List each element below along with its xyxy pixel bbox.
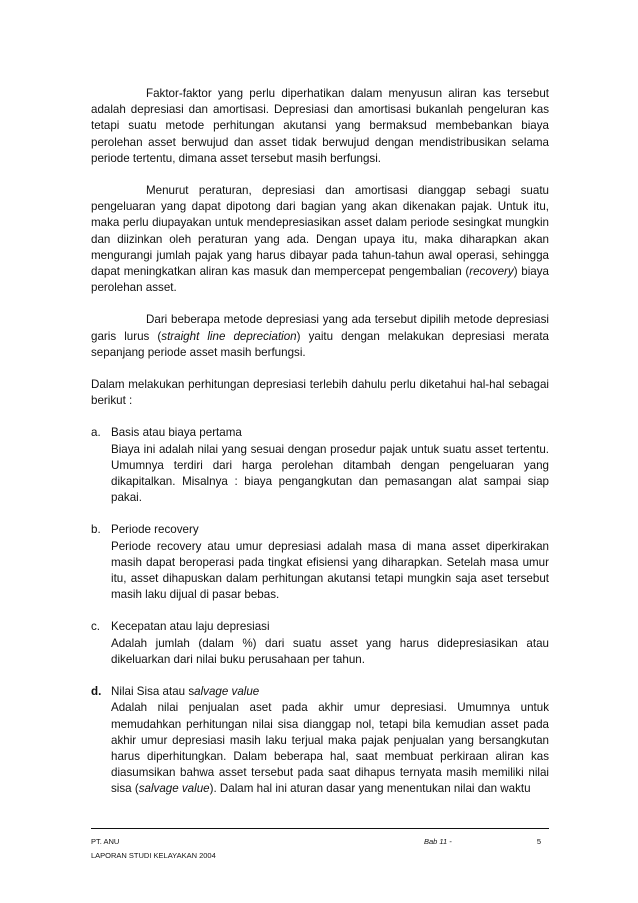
- list-item-body: [111, 700, 549, 797]
- list-item-body-text-a: Adalah nilai penjualan aset pada akhir umur depresiasi. Umumnya untuk memudahkan perhitungan nilai sisa dianggap nol, tetapi bila kemudian asset pada akhir umur depresiasi masih laku terjual maka pajak penjualan yang bersangkutan harus diperhitungkan. Dalam beberapa hal, saat membuat perkiraan aliran kas diasumsikan bahwa asset tersebut pada saat dihapus ternyata masih memiliki nilai sisa (: [111, 701, 549, 796]
- footer-chapter: Bab 11 -: [424, 837, 452, 846]
- list-item-c: [91, 619, 549, 668]
- list-item-body-emphasis: salvage value: [138, 782, 210, 796]
- list-marker: c.: [91, 620, 101, 634]
- list-item-title: Basis atau biaya pertama: [111, 426, 242, 440]
- list-item-title: Kecepatan atau laju depresiasi: [111, 620, 270, 634]
- paragraph-4: Dalam melakukan perhitungan depresiasi terlebih dahulu perlu diketahui hal-hal sebagai berikut :: [91, 378, 549, 408]
- paragraph-2-text-b: ) biaya perolehan asset.: [91, 265, 549, 295]
- list-item-title-emphasis: alvage value: [194, 685, 260, 699]
- paragraph-3-emphasis: straight line depreciation: [161, 329, 297, 343]
- paragraph-3-text-a: Dari beberapa metode depresiasi yang ada tersebut dipilih metode depresiasi garis lurus (: [91, 313, 549, 343]
- list-marker: a.: [91, 426, 101, 440]
- page-footer: [91, 828, 549, 861]
- paragraph-2: [91, 183, 549, 296]
- footer-row: [91, 837, 549, 847]
- list-item-body-text-b: ). Dalam hal ini aturan dasar yang menentukan nilai dan waktu: [209, 782, 531, 796]
- list-item-title-text: Nilai Sisa atau s: [111, 685, 195, 699]
- list-item-title: Periode recovery: [111, 523, 199, 537]
- list-item-b: [91, 522, 549, 603]
- list-item-body: Periode recovery atau umur depresiasi adalah masa di mana asset diperkirakan masih dapat beroperasi pada tingkat efisiensi yang diharapkan. Setelah masa umur itu, asset dihapuskan dalam perhitungan akutansi tetapi mungkin saja aset tersebut masih laku dijual di pasar bebas.: [111, 539, 549, 602]
- paragraph-2-emphasis: recovery: [469, 265, 514, 279]
- footer-report-title: LAPORAN STUDI KELAYAKAN 2004: [91, 851, 216, 860]
- paragraph-2-text-a: Menurut peraturan, depresiasi dan amortisasi dianggap sebagi suatu pengeluaran yang dapat dipotong dari bagian yang akan dikenakan pajak. Untuk itu, maka perlu diupayakan untuk mendepresiasikan asset dalam periode sesingkat mungkin dan diizinkan oleh peraturan yang ada. Dengan upaya itu, maka diharapkan akan mengurangi jumlah pajak yang harus dibayar pada tahun-tahun awal operasi, sehingga dapat meningkatkan aliran kas masuk dan mempercepat pengembalian (: [91, 184, 549, 279]
- document-page: [91, 86, 549, 814]
- list-item-a: [91, 425, 549, 506]
- paragraph-3-text-b: ) yaitu dengan melakukan depresiasi merata sepanjang periode asset masih berfungsi.: [91, 329, 550, 359]
- list-marker: d.: [91, 685, 102, 699]
- footer-company: PT. ANU: [91, 837, 120, 846]
- footer-page-number: 5: [536, 837, 541, 846]
- list-marker: b.: [91, 523, 101, 537]
- list-item-d: [91, 684, 549, 797]
- list-item-body: Biaya ini adalah nilai yang sesuai dengan prosedur pajak untuk suatu asset tertentu. Umumnya terdiri dari harga perolehan ditambah dengan pengeluaran yang dikapitalkan. Misalnya : biaya pengangkutan dan pemasangan alat sampai siap pakai.: [111, 442, 549, 505]
- paragraph-1: Faktor-faktor yang perlu diperhatikan dalam menyusun aliran kas tersebut adalah depresiasi dan amortisasi. Depresiasi dan amortisasi bukanlah pengeluran kas tetapi suatu metode perhitungan akutansi yang bermaksud membebankan biaya perolehan asset berwujud dan asset tidak berwujud dengan mendistribusikan selama periode tertentu, dimana asset tersebut masih berfungsi.: [91, 87, 549, 165]
- list-item-title: [111, 684, 549, 700]
- paragraph-3: [91, 312, 549, 361]
- list-item-body: Adalah jumlah (dalam %) dari suatu asset yang harus didepresiasikan atau dikeluarkan dari nilai buku perusahaan per tahun.: [111, 636, 549, 666]
